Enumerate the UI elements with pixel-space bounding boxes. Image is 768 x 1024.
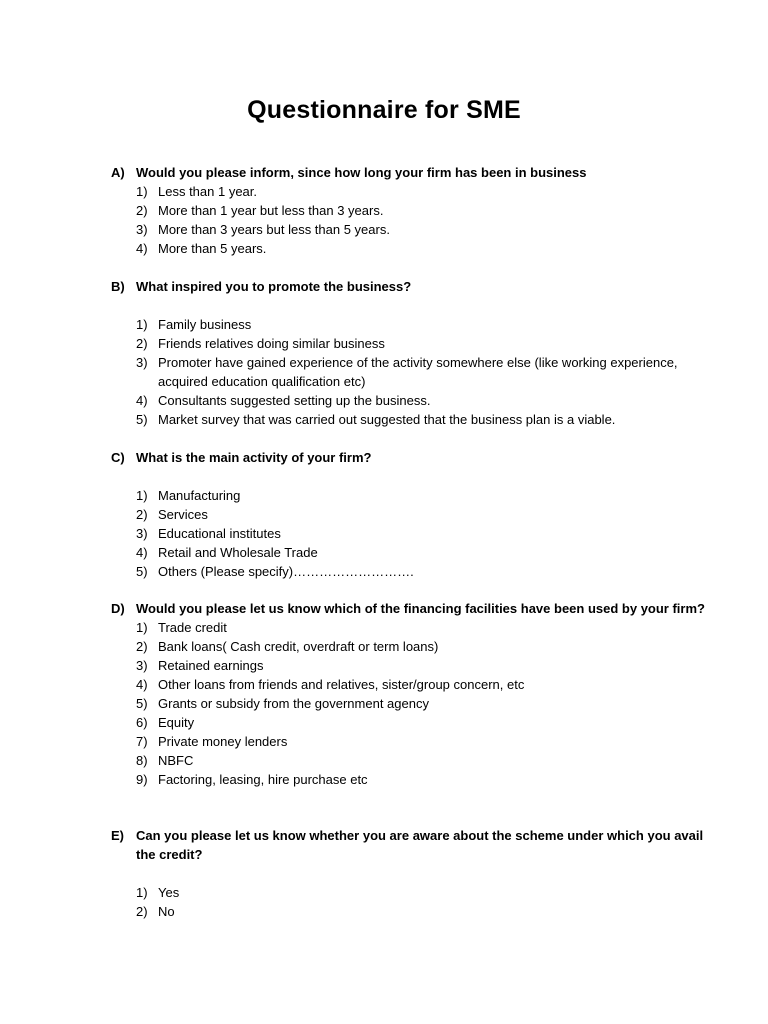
option-text: Consultants suggested setting up the business. xyxy=(158,393,431,408)
option-number: 3) xyxy=(136,658,148,673)
list-item xyxy=(111,751,711,770)
option-number: 1) xyxy=(136,488,148,503)
option-number: 8) xyxy=(136,753,148,768)
list-item xyxy=(111,505,711,524)
list-item xyxy=(111,637,711,656)
option-number: 2) xyxy=(136,507,148,522)
list-item xyxy=(111,201,711,220)
option-text: Equity xyxy=(158,715,195,730)
question-letter: D) xyxy=(111,601,125,616)
list-item xyxy=(111,770,711,789)
page-title: Questionnaire for SME xyxy=(247,96,521,124)
question-section-e xyxy=(111,826,711,921)
list-item xyxy=(111,182,711,201)
list-item xyxy=(111,883,711,902)
option-text: Grants or subsidy from the government agency xyxy=(158,696,429,711)
option-text: More than 3 years but less than 5 years. xyxy=(158,222,390,237)
option-number: 3) xyxy=(136,355,148,370)
option-number: 1) xyxy=(136,620,148,635)
list-item xyxy=(111,486,711,505)
option-text: No xyxy=(158,904,175,919)
option-number: 2) xyxy=(136,639,148,654)
option-number: 7) xyxy=(136,734,148,749)
option-text: More than 5 years. xyxy=(158,241,267,256)
question-section-c xyxy=(111,448,711,581)
question-b xyxy=(111,277,711,296)
option-text: Bank loans( Cash credit, overdraft or term loans) xyxy=(158,639,439,654)
option-text: Private money lenders xyxy=(158,734,288,749)
option-text: Family business xyxy=(158,317,252,332)
option-number: 4) xyxy=(136,393,148,408)
option-text: Less than 1 year. xyxy=(158,184,258,199)
option-text: Yes xyxy=(158,885,180,900)
option-list xyxy=(111,883,711,921)
option-number: 4) xyxy=(136,677,148,692)
option-text: Others (Please specify)………………………. xyxy=(158,564,414,579)
option-number: 4) xyxy=(136,241,148,256)
list-item xyxy=(111,220,711,239)
option-list xyxy=(111,182,711,258)
option-text: Market survey that was carried out suggested that the business plan is a viable. xyxy=(158,412,616,427)
option-text: NBFC xyxy=(158,753,194,768)
list-item xyxy=(111,562,711,581)
question-c xyxy=(111,448,711,467)
list-item xyxy=(111,315,711,334)
option-text: Services xyxy=(158,507,208,522)
question-letter: C) xyxy=(111,450,125,465)
option-number: 5) xyxy=(136,412,148,427)
list-item xyxy=(111,391,711,410)
list-item xyxy=(111,732,711,751)
list-item xyxy=(111,410,711,429)
question-letter: A) xyxy=(111,165,125,180)
option-number: 3) xyxy=(136,526,148,541)
option-number: 3) xyxy=(136,222,148,237)
question-text: Would you please let us know which of the financing facilities have been used by your firm? xyxy=(136,601,705,616)
option-number: 5) xyxy=(136,696,148,711)
list-item xyxy=(111,618,711,637)
list-item xyxy=(111,713,711,732)
question-text: Would you please inform, since how long your firm has been in business xyxy=(136,165,587,180)
list-item xyxy=(111,239,711,258)
option-text: Other loans from friends and relatives, sister/group concern, etc xyxy=(158,677,525,692)
list-item xyxy=(111,675,711,694)
option-number: 2) xyxy=(136,203,148,218)
question-letter: E) xyxy=(111,828,124,843)
question-d xyxy=(111,599,711,618)
list-item xyxy=(111,543,711,562)
option-list xyxy=(111,315,711,429)
option-list xyxy=(111,618,711,789)
list-item xyxy=(111,524,711,543)
option-text: Manufacturing xyxy=(158,488,241,503)
option-list xyxy=(111,486,711,581)
option-number: 1) xyxy=(136,184,148,199)
list-item xyxy=(111,353,711,391)
option-text: Retail and Wholesale Trade xyxy=(158,545,318,560)
list-item xyxy=(111,334,711,353)
question-text: Can you please let us know whether you are aware about the scheme under which you avail the credit? xyxy=(136,828,704,862)
question-section-b xyxy=(111,277,711,429)
option-number: 6) xyxy=(136,715,148,730)
option-number: 1) xyxy=(136,885,148,900)
question-a xyxy=(111,163,711,182)
question-section-d xyxy=(111,599,711,789)
option-text: Promoter have gained experience of the activity somewhere else (like working experience, acquired education qualification etc) xyxy=(158,355,678,389)
option-number: 4) xyxy=(136,545,148,560)
option-number: 2) xyxy=(136,336,148,351)
option-text: Retained earnings xyxy=(158,658,264,673)
question-section-a xyxy=(111,163,711,258)
list-item xyxy=(111,902,711,921)
option-text: Educational institutes xyxy=(158,526,281,541)
question-text: What is the main activity of your firm? xyxy=(136,450,372,465)
option-number: 9) xyxy=(136,772,148,787)
list-item xyxy=(111,694,711,713)
option-number: 1) xyxy=(136,317,148,332)
question-text: What inspired you to promote the business? xyxy=(136,279,412,294)
option-number: 5) xyxy=(136,564,148,579)
option-number: 2) xyxy=(136,904,148,919)
option-text: Trade credit xyxy=(158,620,227,635)
question-e xyxy=(111,826,711,864)
option-text: More than 1 year but less than 3 years. xyxy=(158,203,384,218)
option-text: Friends relatives doing similar business xyxy=(158,336,385,351)
question-letter: B) xyxy=(111,279,125,294)
option-text: Factoring, leasing, hire purchase etc xyxy=(158,772,368,787)
list-item xyxy=(111,656,711,675)
